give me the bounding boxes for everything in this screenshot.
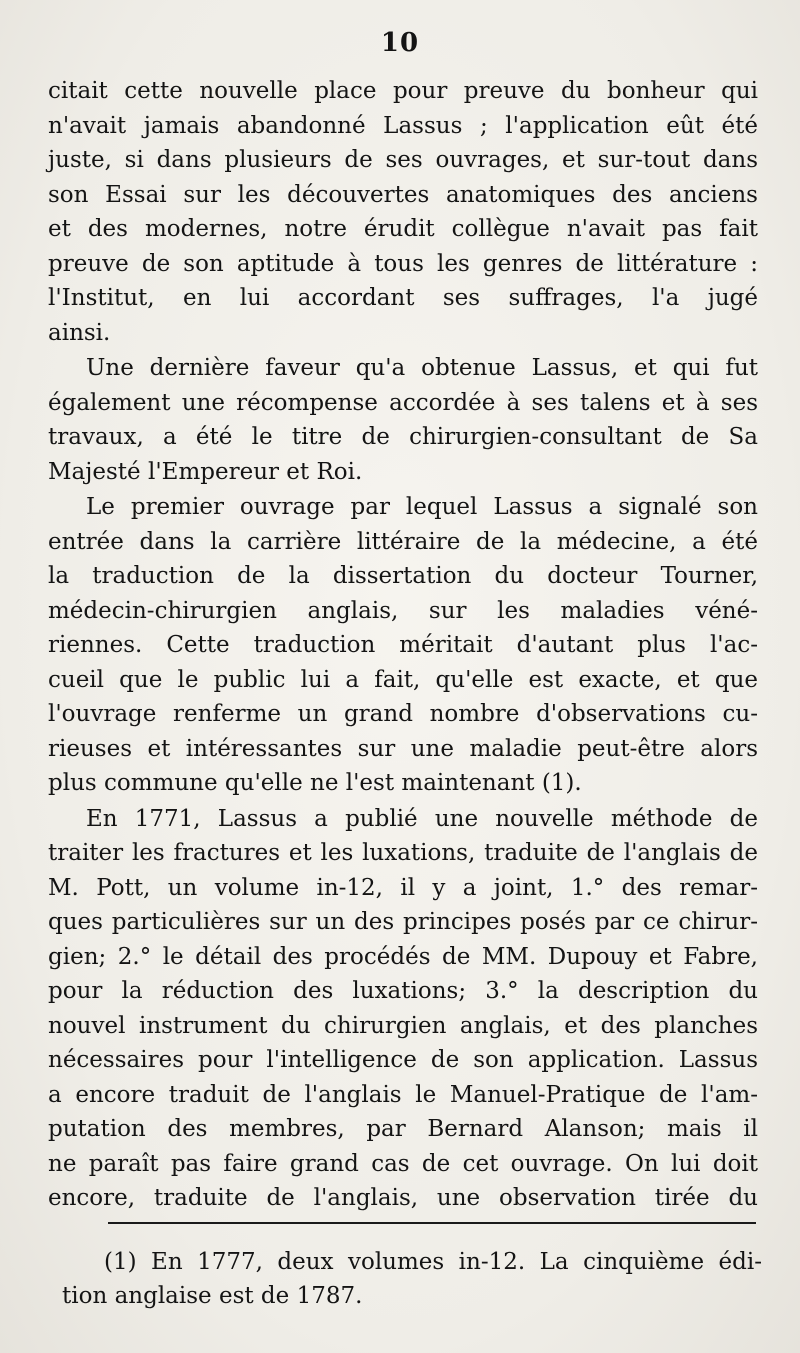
paragraph-start-line: Le premier ouvrage par lequel Lassus a signalé son xyxy=(86,494,758,520)
paragraph-start-line: En 1771, Lassus a publié une nouvelle méthode de xyxy=(86,805,758,832)
text-line: nouvel instrument du chirurgien anglais, et des planches xyxy=(48,1012,758,1039)
text-line: son Essai sur les découvertes anatomiques des anciens xyxy=(48,181,758,208)
text-line: Majesté l'Empereur et Roi. xyxy=(48,458,363,485)
text-line: encore, traduite de l'anglais, une observation tirée du xyxy=(48,1185,758,1211)
page-number: 10 xyxy=(380,28,420,58)
text-line: citait cette nouvelle place pour preuve du bonheur qui xyxy=(48,78,758,104)
footnote-line: (1) En 1777, deux volumes in-12. La cinquième édi- xyxy=(104,1249,762,1275)
text-line: n'avait jamais abandonné Lassus ; l'application eût été xyxy=(48,112,758,139)
text-line: nécessaires pour l'intelligence de son application. Lassus xyxy=(48,1047,758,1073)
text-line: traiter les fractures et les luxations, traduite de l'anglais de xyxy=(48,840,758,866)
text-line: preuve de son aptitude à tous les genres de littérature : xyxy=(48,250,758,277)
text-line: riennes. Cette traduction méritait d'autant plus l'ac- xyxy=(48,632,758,658)
text-line: travaux, a été le titre de chirurgien-consultant de Sa xyxy=(48,424,758,450)
footnote xyxy=(62,1245,762,1313)
text-line: ne paraît pas faire grand cas de cet ouvrage. On lui doit xyxy=(48,1150,758,1177)
paragraph-start-line: Une dernière faveur qu'a obtenue Lassus, et qui fut xyxy=(86,355,758,381)
text-line: juste, si dans plusieurs de ses ouvrages, et sur-tout dans xyxy=(48,147,758,173)
text-line: également une récompense accordée à ses talens et à ses xyxy=(48,389,758,416)
text-line: putation des membres, par Bernard Alanson; mais il xyxy=(48,1116,758,1142)
text-line: l'ouvrage renferme un grand nombre d'observations cu- xyxy=(48,701,758,727)
text-line: et des modernes, notre érudit collègue n'avait pas fait xyxy=(48,216,758,242)
footnote-line: tion anglaise est de 1787. xyxy=(62,1283,363,1309)
text-line: gien; 2.° le détail des procédés de MM. Dupouy et Fabre, xyxy=(48,943,758,970)
text-line: la traduction de la dissertation du docteur Tourner, xyxy=(48,563,758,589)
body-text xyxy=(48,74,758,1216)
text-line: médecin-chirurgien anglais, sur les maladies véné- xyxy=(48,597,758,624)
text-line: plus commune qu'elle ne l'est maintenant (1). xyxy=(48,770,582,796)
text-line: M. Pott, un volume in-12, il y a joint, 1.° des remar- xyxy=(48,874,758,901)
text-line: l'Institut, en lui accordant ses suffrages, l'a jugé xyxy=(48,285,758,311)
text-line: entrée dans la carrière littéraire de la médecine, a été xyxy=(48,528,758,555)
text-line: rieuses et intéressantes sur une maladie peut-être alors xyxy=(48,735,758,762)
text-line: pour la réduction des luxations; 3.° la description du xyxy=(48,978,758,1004)
text-line: ques particulières sur un des principes posés par ce chirur- xyxy=(48,909,758,935)
text-line: ainsi. xyxy=(48,319,111,346)
footnote-separator xyxy=(108,1222,756,1224)
text-line: a encore traduit de l'anglais le Manuel-Pratique de l'am- xyxy=(48,1081,758,1108)
text-line: cueil que le public lui a fait, qu'elle est exacte, et que xyxy=(48,666,758,693)
